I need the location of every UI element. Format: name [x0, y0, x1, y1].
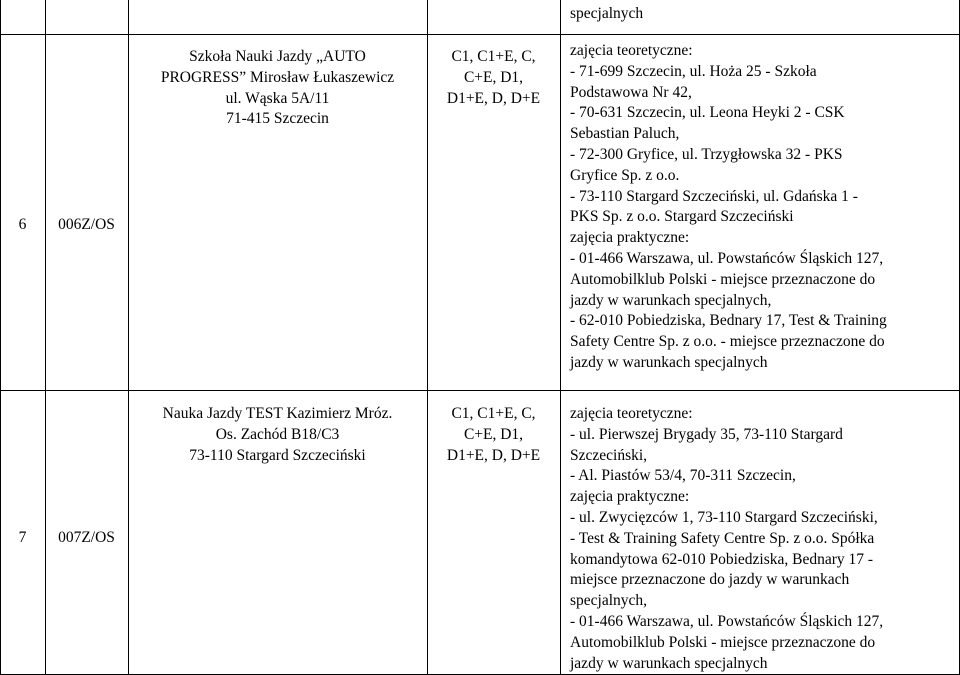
place-line: - 71-699 Szczecin, ul. Hoża 25 - Szkoła	[570, 62, 817, 80]
place-line: - ul. Pierwszej Brygady 35, 73-110 Stargard	[570, 425, 843, 443]
place-line: komandytowa 62-010 Pobiedziska, Bednary 17 -	[570, 550, 874, 568]
place-line: - 72-300 Gryfice, ul. Trzygłowska 32 - PKS	[570, 145, 843, 163]
school-name-line: Nauka Jazdy TEST Kazimierz Mróz.	[162, 405, 393, 422]
table-border	[0, 0, 1, 675]
place-line: - 73-110 Stargard Szczeciński, ul. Gdańska 1 -	[570, 187, 858, 205]
place-line: jazdy w warunkach specjalnych,	[570, 291, 772, 309]
school-name-line: 71-415 Szczecin	[226, 110, 329, 128]
place-line: jazdy w warunkach specjalnych	[570, 654, 768, 672]
place-line: miejsce przeznaczone do jazdy w warunkach	[570, 571, 850, 589]
row-6-number: 006Z/OS	[58, 216, 115, 233]
place-line: - 01-466 Warszawa, ul. Powstańców Śląskich 127,	[570, 249, 884, 267]
table-border	[0, 390, 960, 391]
row-7-lp: 7	[18, 529, 27, 546]
table-border	[45, 0, 46, 675]
row-6-lp: 6	[18, 216, 27, 233]
row-7-places	[570, 404, 950, 674]
place-line: - 62-010 Pobiedziska, Bednary 17, Test & Training	[570, 312, 887, 330]
category-line: C+E, D1,	[463, 425, 524, 443]
table-border	[560, 0, 561, 675]
place-line: zajęcia teoretyczne:	[570, 405, 693, 422]
place-line: Sebastian Paluch,	[570, 125, 680, 143]
category-line: C+E, D1,	[463, 68, 524, 86]
row-7-categories	[427, 404, 560, 466]
place-line: jazdy w warunkach specjalnych	[570, 353, 768, 371]
row-6-name	[128, 47, 427, 130]
school-name-line: PROGRESS” Mirosław Łukaszewicz	[160, 68, 395, 86]
place-line: Safety Centre Sp. z o.o. - miejsce przeznaczone do	[570, 333, 885, 351]
category-line: C1, C1+E, C,	[451, 405, 536, 422]
row-6-places	[570, 41, 950, 374]
place-line: - Al. Piastów 53/4, 70-311 Szczecin,	[570, 467, 796, 485]
place-line: zajęcia teoretyczne:	[570, 42, 693, 59]
place-line: Podstawowa Nr 42,	[570, 83, 692, 101]
place-line: - 01-466 Warszawa, ul. Powstańców Śląskich 127,	[570, 612, 884, 630]
school-name-line: 73-110 Stargard Szczeciński	[189, 446, 366, 464]
category-line: D1+E, D, D+E	[446, 89, 541, 107]
school-name-line: Os. Zachód B18/C3	[215, 425, 340, 443]
row-7-name	[128, 404, 427, 466]
place-line: Gryfice Sp. z o.o.	[570, 166, 680, 184]
school-name-line: Szkoła Nauki Jazdy „AUTO	[189, 48, 366, 65]
place-line: - Test & Training Safety Centre Sp. z o.o. Spółka	[570, 529, 875, 547]
place-line: Automobilklub Polski - miejsce przeznaczone do	[570, 633, 876, 651]
row-7-number: 007Z/OS	[58, 529, 115, 546]
place-line: PKS Sp. z o.o. Stargard Szczeciński	[570, 208, 794, 226]
category-line: C1, C1+E, C,	[451, 48, 536, 65]
place-line: specjalnych,	[570, 592, 648, 610]
school-name-line: ul. Wąska 5A/11	[225, 89, 330, 107]
table-border	[0, 34, 960, 35]
place-line: zajęcia praktyczne:	[570, 229, 690, 247]
place-line: zajęcia praktyczne:	[570, 488, 690, 506]
category-line: D1+E, D, D+E	[446, 446, 541, 464]
continued-text: specjalnych	[570, 5, 644, 22]
row-6-categories	[427, 47, 560, 109]
place-line: - 70-631 Szczecin, ul. Leona Heyki 2 - CSK	[570, 104, 845, 122]
place-line: Automobilklub Polski - miejsce przeznaczone do	[570, 270, 876, 288]
place-line: Szczeciński,	[570, 446, 648, 464]
place-line: - ul. Zwycięzców 1, 73-110 Stargard Szczeciński,	[570, 508, 878, 526]
